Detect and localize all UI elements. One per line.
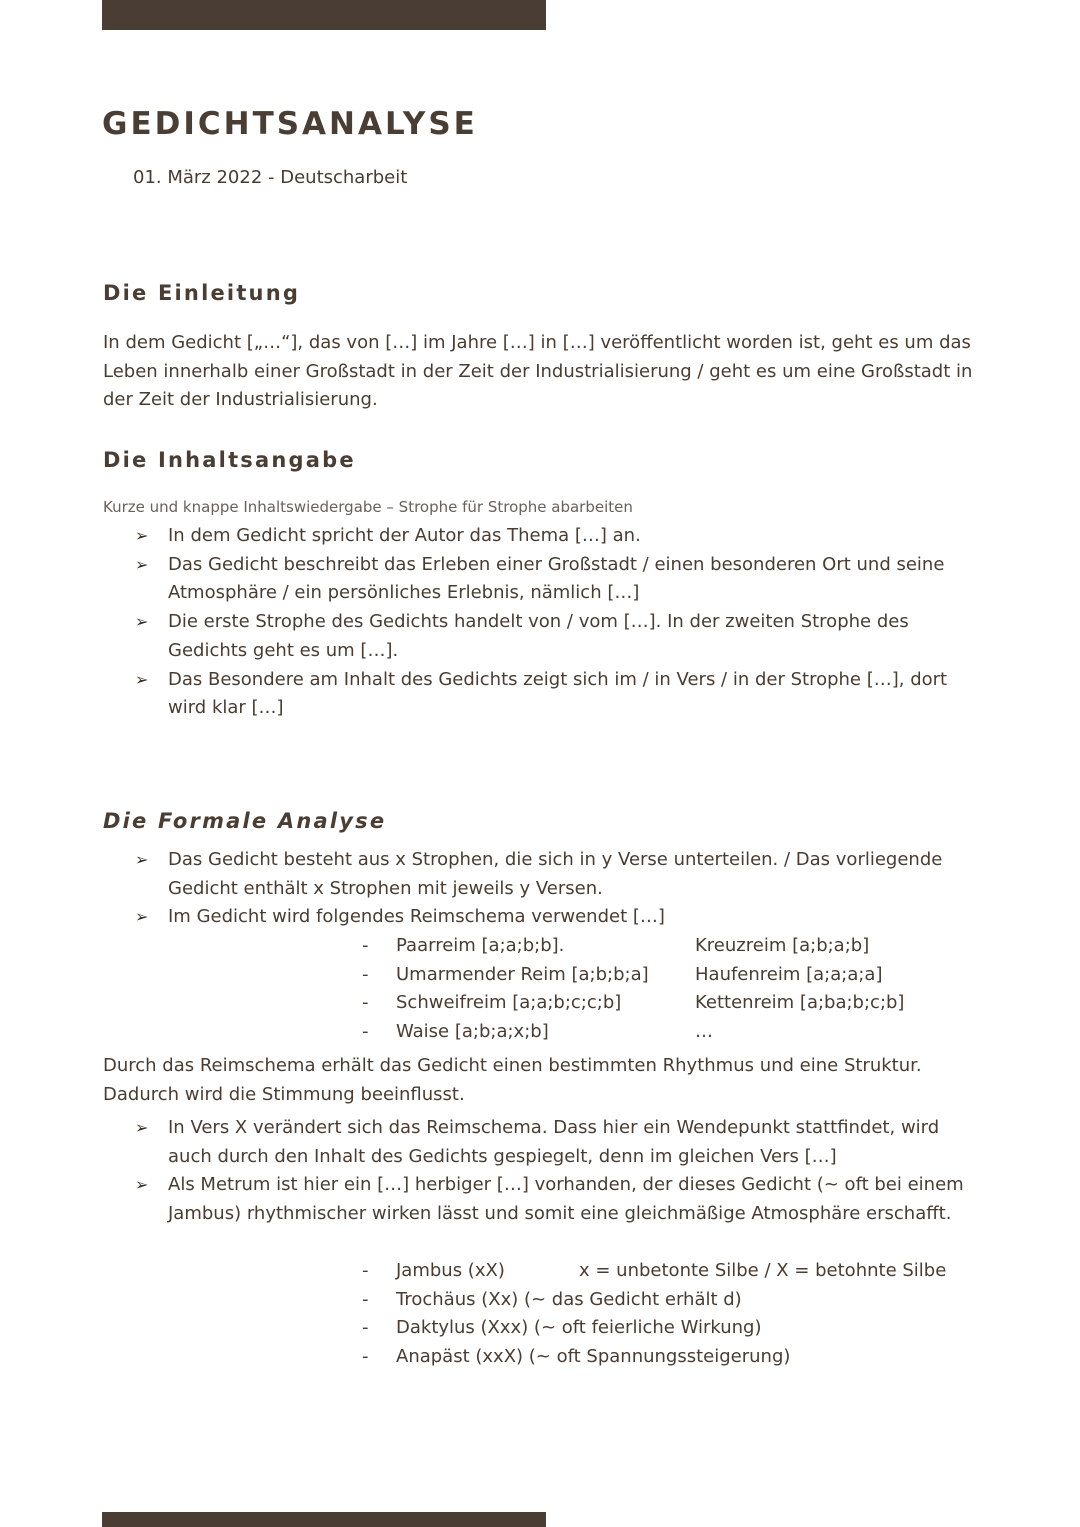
top-decorative-bar: [102, 0, 546, 30]
dash-bullet: -: [362, 1317, 369, 1339]
list-item-text: Das Besondere am Inhalt des Gedichts zeigt sich im / in Vers / in der Strophe […], dort wird klar […]: [168, 668, 948, 719]
page-subtitle: 01. März 2022 - Deutscharbeit: [133, 167, 408, 188]
dash-bullet: -: [362, 1288, 369, 1310]
reimschema-paragraph: Durch das Reimschema erhält das Gedicht einen bestimmten Rhythmus und eine Struktur. Dadurch wird die Stimmung beeinflusst.: [103, 1055, 922, 1105]
reimschema-right: Kreuzreim [a;b;a;b]: [695, 935, 870, 956]
reimschema-left: Schweifreim [a;a;b;c;c;b]: [396, 992, 622, 1014]
list-item-text: In dem Gedicht spricht der Autor das Thema […] an.: [168, 525, 641, 546]
heading-formale-analyse: Die Formale Analyse: [103, 809, 387, 833]
bottom-decorative-bar: [102, 1512, 546, 1527]
reimschema-right: Kettenreim [a;ba;b;c;b]: [695, 992, 905, 1014]
heading-einleitung: Die Einleitung: [103, 281, 301, 305]
inhaltsangabe-list: [135, 522, 988, 723]
reimschema-left: Waise [a;b;a;x;b]: [396, 1021, 549, 1043]
metrum-left: Trochäus (Xx) (~ das Gedicht erhält d): [396, 1288, 742, 1310]
arrow-bullet-icon: ➢: [135, 850, 149, 869]
arrow-bullet-icon: ➢: [135, 669, 149, 689]
dash-bullet: -: [362, 935, 369, 956]
list-item: [135, 1114, 988, 1171]
list-item: [135, 1171, 988, 1228]
arrow-bullet-icon: ➢: [135, 1175, 149, 1195]
list-item: [135, 608, 988, 665]
list-item-text: Im Gedicht wird folgendes Reimschema verwendet […]: [168, 906, 665, 928]
einleitung-text: In dem Gedicht [„…“], das von […] im Jahre […] in […] veröffentlicht worden ist, geht es um das Leben innerhalb einer Großstadt in der Zeit der Industrialisierung / geht es um eine Großstadt in der Zeit der Industrialisierung.: [103, 332, 973, 411]
metrum-right: x = unbetonte Silbe / X = betohnte Silbe: [579, 1260, 947, 1281]
list-item-text: In Vers X verändert sich das Reimschema. Dass hier ein Wendepunkt stattfindet, wird auch durch den Inhalt des Gedichts gespiegelt, denn im gleichen Vers […]: [168, 1117, 940, 1167]
arrow-bullet-icon: ➢: [135, 554, 149, 574]
dash-bullet: -: [362, 1021, 369, 1043]
list-item: [135, 551, 988, 608]
list-item: [135, 903, 988, 932]
list-item-text: Als Metrum ist hier ein […] herbiger […] vorhanden, der dieses Gedicht (~ oft bei einem Jambus) rhythmischer wirken lässt und somit eine gleichmäßige Atmosphäre erschafft.: [168, 1174, 964, 1225]
arrow-bullet-icon: ➢: [135, 526, 149, 545]
heading-inhaltsangabe: Die Inhaltsangabe: [103, 448, 356, 472]
list-item: [135, 846, 988, 903]
metrum-left: Anapäst (xxX) (~ oft Spannungssteigerung): [396, 1346, 791, 1368]
list-item: [135, 666, 988, 723]
arrow-bullet-icon: ➢: [135, 612, 149, 632]
dash-bullet: -: [362, 1346, 369, 1368]
arrow-bullet-icon: ➢: [135, 907, 149, 927]
reimschema-right: …: [695, 1021, 713, 1043]
formale-analyse-list-a: [135, 846, 988, 932]
reimschema-left: Umarmender Reim [a;b;b;a]: [396, 963, 649, 985]
list-item-text: Das Gedicht beschreibt das Erleben einer Großstadt / einen besonderen Ort und seine Atmosphäre / ein persönliches Erlebnis, nämlich […]: [168, 553, 945, 604]
metrum-left: Jambus (xX): [396, 1260, 505, 1281]
reimschema-left: Paarreim [a;a;b;b].: [396, 935, 565, 956]
reimschema-right: Haufenreim [a;a;a;a]: [695, 963, 883, 985]
formale-analyse-list-b: [135, 1114, 988, 1229]
page-title: GEDICHTSANALYSE: [102, 106, 478, 142]
dash-bullet: -: [362, 992, 369, 1014]
inhaltsangabe-note: Kurze und knappe Inhaltswiedergabe – Strophe für Strophe abarbeiten: [103, 498, 633, 516]
metrum-left: Daktylus (Xxx) (~ oft feierliche Wirkung): [396, 1317, 762, 1339]
list-item: [135, 522, 988, 551]
list-item-text: Die erste Strophe des Gedichts handelt von / vom […]. In der zweiten Strophe des Gedichts geht es um […].: [168, 611, 909, 661]
dash-bullet: -: [362, 1260, 369, 1281]
arrow-bullet-icon: ➢: [135, 1118, 149, 1137]
list-item-text: Das Gedicht besteht aus x Strophen, die sich in y Verse unterteilen. / Das vorliegende Gedicht enthält x Strophen mit jeweils y Versen.: [168, 849, 943, 899]
dash-bullet: -: [362, 963, 369, 985]
